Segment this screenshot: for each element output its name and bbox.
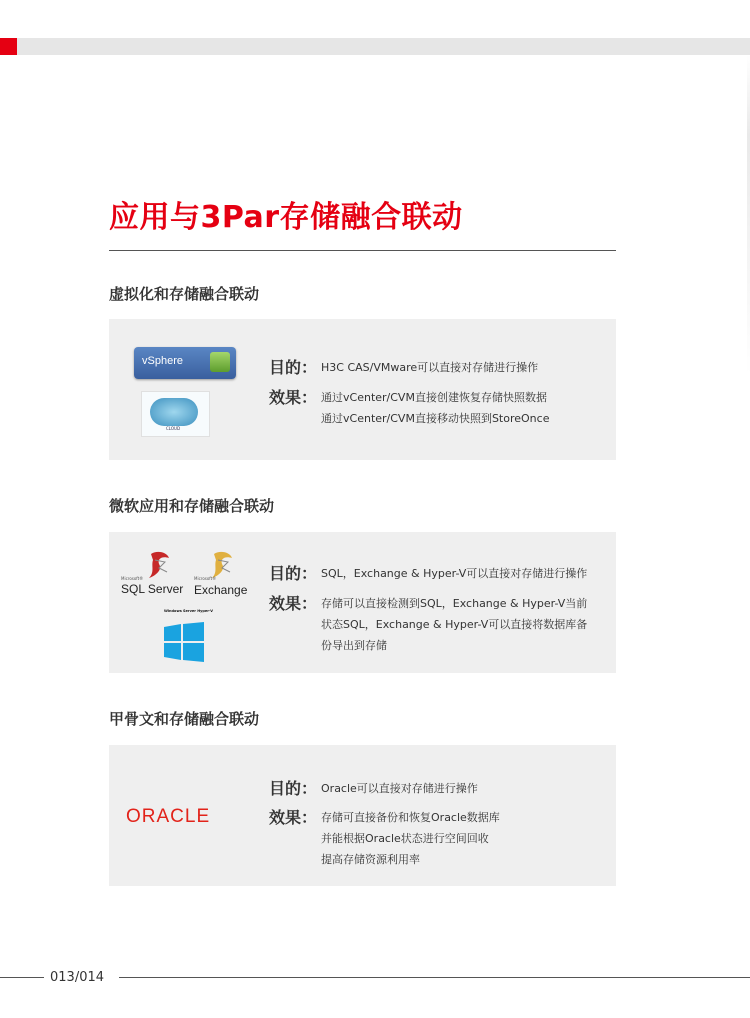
- title-divider: [109, 250, 616, 251]
- purpose-label: 目的：: [269, 564, 318, 583]
- sql-server-logo: [121, 550, 183, 602]
- footer-rule-left: [0, 977, 44, 978]
- cas-cloud-logo: [141, 391, 210, 437]
- purpose-row: [269, 776, 478, 799]
- card-virtualization: [109, 319, 616, 460]
- purpose-text: H3C CAS/VMware可以直接对存储进行操作: [321, 361, 539, 374]
- vsphere-logo: [134, 347, 236, 379]
- effect-line: 提高存储资源利用率: [321, 853, 421, 866]
- sql-big-text: SQL Server: [121, 582, 184, 596]
- effect-text: [321, 807, 500, 870]
- effect-line: 通过vCenter/CVM直接创建恢复存储快照数据: [321, 391, 547, 404]
- effect-text: [321, 387, 549, 429]
- cloud-logo-text: CLOUD: [166, 426, 181, 431]
- effect-label: 效果：: [269, 594, 318, 613]
- logo-area: [109, 319, 269, 460]
- card-oracle: [109, 745, 616, 886]
- vsphere-icon: [210, 352, 230, 372]
- sql-small-text: Microsoft®: [121, 576, 144, 581]
- page-number: 013/014: [50, 970, 105, 985]
- card-microsoft: [109, 532, 616, 673]
- logo-area: [109, 745, 269, 886]
- cloud-icon: [150, 398, 198, 426]
- sql-server-icon: [147, 550, 173, 580]
- effect-row: [269, 805, 500, 870]
- top-accent-square: [0, 38, 17, 55]
- oracle-logo: ORACLE: [126, 806, 211, 827]
- section-heading-microsoft: 微软应用和存储融合联动: [109, 497, 275, 515]
- page-title: 应用与3Par存储融合联动: [109, 200, 463, 235]
- purpose-label: 目的：: [269, 779, 318, 798]
- section-heading-virtualization: 虚拟化和存储融合联动: [109, 285, 260, 303]
- effect-line: 通过vCenter/CVM直接移动快照到StoreOnce: [321, 412, 550, 425]
- effect-line: 存储可直接备份和恢复Oracle数据库: [321, 811, 500, 824]
- windows-logo-label: Windows Server Hyper-V: [164, 609, 213, 613]
- vsphere-logo-text: vSphere: [142, 355, 183, 367]
- purpose-label: 目的：: [269, 358, 318, 377]
- exchange-big-text: Exchange: [194, 583, 248, 597]
- top-bar: [0, 38, 750, 55]
- logo-area: [109, 532, 269, 673]
- exchange-logo: [194, 550, 254, 602]
- purpose-text: SQL，Exchange & Hyper-V可以直接对存储进行操作: [321, 567, 588, 580]
- effect-row: [269, 385, 549, 429]
- purpose-row: [269, 561, 587, 584]
- exchange-small-text: Microsoft®: [194, 576, 217, 581]
- purpose-row: [269, 355, 538, 378]
- effect-label: 效果：: [269, 388, 318, 407]
- effect-line: 存储可以直接检测到SQL，Exchange & Hyper-V当前: [321, 597, 588, 610]
- footer-rule-right: [119, 977, 750, 978]
- effect-row: [269, 591, 587, 656]
- windows-icon: [164, 622, 204, 662]
- effect-line: 份导出到存储: [321, 639, 388, 652]
- windows-logo: [164, 609, 213, 661]
- effect-line: 并能根据Oracle状态进行空间回收: [321, 832, 489, 845]
- purpose-text: Oracle可以直接对存储进行操作: [321, 782, 478, 795]
- effect-text: [321, 593, 587, 656]
- effect-line: 状态SQL，Exchange & Hyper-V可以直接将数据库备: [321, 618, 588, 631]
- section-heading-oracle: 甲骨文和存储融合联动: [109, 710, 260, 728]
- effect-label: 效果：: [269, 808, 318, 827]
